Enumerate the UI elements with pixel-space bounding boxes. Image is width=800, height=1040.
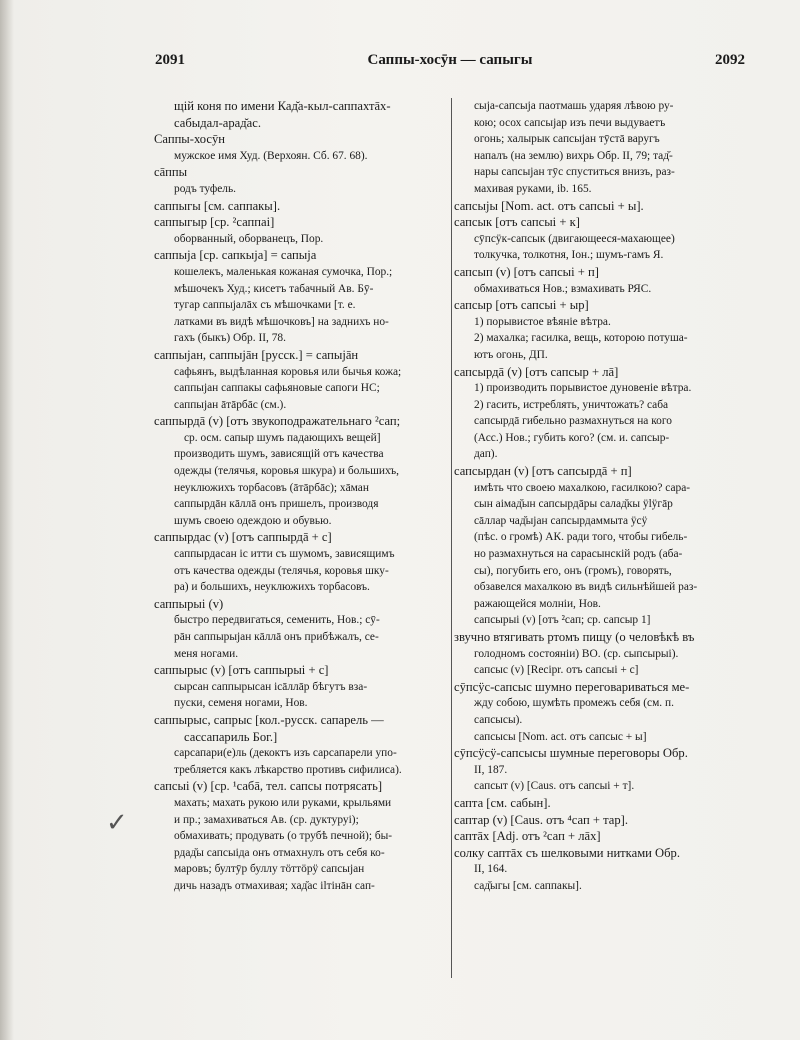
headword-line: саппырыі (v) [154,596,224,611]
left-column [154,98,450,911]
headword-line: саппыјан, саппыјāн [русск.] = сапыјāн [154,347,359,362]
headword-line: саппырыс (v) [отъ саппырыі + с] [154,663,329,678]
entry-line: 2) гасить, истреблять, уничтожать? саба [474,398,669,411]
entry-line: сад̆ыгы [см. саппакы]. [474,879,582,892]
entry-line: оборванный, оборванецъ, Пор. [174,232,324,245]
entry-line: рдад̆ы сапсыіда онъ отмахнулъ отъ себя ко- [174,846,385,859]
headword-line: сапсып (v) [отъ сапсыі + п] [454,264,599,279]
entry-line: (Асс.) Нов.; губить кого? (см. и. сапсыр- [474,431,670,444]
headword-line: саппырыс, сапрыс [кол.-русск. сапарель — [154,712,384,727]
entry-line: кою; осох сапсыјар изъ печи выдуваетъ [474,116,666,129]
entry-line: огонь; халырык сапсыјан тӯстā варугъ [474,133,660,146]
entry-line: ср. осм. сапыр шумъ падающихъ вещей] [184,431,381,444]
handwritten-check-mark: ✓ [106,808,128,838]
headword-line: сапсыі (v) [ср. ¹сабā, тел. сапсы потрясать] [154,779,383,794]
entry-line: тугар саппыјалāх съ мѣшочками [т. е. [174,299,356,312]
entry-line: дап). [474,448,498,461]
entry-line: неуклюжихъ торбасовъ (āтāрбāс); хāман [174,481,369,494]
entry-line: сапсыс (v) [Recipr. отъ сапсыі + с] [474,664,639,677]
entry-line: сырсан саппырысан ісāллāр бѣгутъ вза- [174,680,368,693]
headword-line: саппыја [ср. сапкыја] = сапыја [154,248,317,263]
entry-line: махать; махать рукою или руками, крыльями [174,796,392,809]
headword-line: сапсырдā (v) [отъ сапсыр + лā] [454,364,619,379]
right-column [454,98,754,911]
headword-line: звучно втягивать ртомъ пищу (о человѣкѣ въ [454,630,695,644]
headword-line: Саппы-хосӯн [154,132,226,147]
headword-line [454,895,754,912]
headword-line: саптар (v) [Caus. отъ ⁴сап + тар]. [454,812,628,827]
entry-line: сабыдал-арад̆ас. [174,115,262,130]
entry-line: требляется какъ лѣкарство противъ сифилиса). [174,763,402,776]
entry-line: отъ качества одежды (телячья, коровья шку- [174,564,389,577]
entry-line: сапсысы). [474,713,523,726]
entry-line: 1) порывистое вѣяніе вѣтра. [474,315,611,328]
entry-line: одежды (телячья, коровья шкура) и большихъ, [174,465,399,478]
entry-line: но размахнуться на сарасынскій родъ (аба- [474,548,683,561]
entry-line: сāллар чад̆ыјан сапсырдаммыта ӱсӱ [474,514,648,527]
entry-line: сӯпсӱк-сапсык (двигающееся-махающее) [474,232,675,245]
entry-line: толкучка, толкотня, Іон.; шумъ-гамъ Я. [474,249,664,262]
entry-line: сапсысы [Nom. act. отъ сапсыс + ы] [474,730,647,743]
entry-line: обмахиваться Нов.; взмахивать РЯС. [474,282,652,295]
entry-line: гахъ (быкъ) Обр. II, 78. [174,332,286,345]
entry-line: ютъ огонь, ДП. [474,348,548,361]
entry-line: имѣть что своею махалкою, гасилкою? сара- [474,481,691,494]
entry-line: саппырдāн кāллā онъ пришелъ, производя [174,498,379,511]
entry-line: II, 187. [474,763,508,776]
entry-line: маровъ; бултӯр буллу тӧттӧрӱ сапсыјан [174,863,365,876]
entry-line: латками въ видѣ мѣшочковъ] на заднихъ но- [174,315,389,328]
headword-line: саппыгы [см. саппакы]. [154,198,281,213]
entry-line: пуски, семеня ногами, Нов. [174,697,308,710]
entry-line: сапсырдā гибельно размахнуться на кого [474,415,672,428]
entry-line: сафьянъ, выдѣланная коровья или бычья кожа; [174,365,402,378]
entry-line: сапсырыі (v) [отъ ²сап; ср. сапсыр 1] [474,614,651,627]
entry-line: мѣшочекъ Худ.; кисетъ табачный Ав. Бӯ- [174,282,374,295]
page-number-left: 2091 [155,52,185,68]
entry-line: сапсыт (v) [Caus. отъ сапсыі + т]. [474,780,635,793]
entry-line: шумъ своею одеждою и обувью. [174,514,332,527]
entry-line: производить шумъ, зависящій отъ качества [174,448,384,461]
headword-line: сапсыр [отъ сапсыі + ыр] [454,298,589,313]
entry-line: саппыјан саппакы сафьяновые сапоги НС; [174,382,380,395]
headword-line: саппырдас (v) [отъ саппырдā + с] [154,530,332,545]
headword-line: сапсыјы [Nom. act. отъ сапсыі + ы]. [454,198,644,213]
entry-line: сыја-сапсыја паотмашь ударяя лѣвою ру- [474,100,674,112]
entry-line: быстро передвигаться, семенить, Нов.; сӯ- [174,614,380,627]
headword-line: саппыгыр [ср. ²саппаі] [154,215,275,230]
column-rule [451,98,452,978]
entry-line: и пр.; замахиваться Ав. (ср. дуктуруі); [174,813,359,826]
headword-line: саптāх [Adj. отъ ²сап + лāх] [454,829,601,844]
entry-line: (пѣс. о громѣ) АК. ради того, чтобы гибель- [474,531,688,544]
entry-line: родъ туфель. [174,182,236,195]
entry-line: сарсапари(е)ль (декоктъ изъ сарсапарели упо- [174,747,397,760]
entry-line: сы), погубить его, онъ (громъ), говорять, [474,564,672,577]
entry-line: мужское имя Худ. (Верхоян. Сб. 67. 68). [174,149,368,162]
scan-shadow [0,0,14,1040]
entry-line: ра) и большихъ, неуклюжихъ торбасовъ. [174,581,370,594]
running-title: Саппы-хосӯн — сапыгы [367,52,533,68]
entry-line: сассапариль Бог.] [184,729,278,744]
headword-line: сапсырдан (v) [отъ сапсырдā + п] [454,464,632,479]
headword-line: сапсык [отъ сапсыі + к] [454,215,580,230]
entry-line: ражающейся молніи, Нов. [474,597,601,610]
entry-line: II, 164. [474,863,508,876]
headword-line: саппырдā (v) [отъ звукоподражательнаго ²сап; [154,414,401,429]
entry-line: 1) производить порывистое дуновеніе вѣтра. [474,382,692,395]
headword-line: сӯпсӱс-сапсыс шумно переговариваться ме- [454,679,690,694]
headword-line: сапта [см. сабын]. [454,795,551,810]
entry-line: дичь назадъ отмахивая; хад̆ас іlтінāн сап- [174,879,375,892]
headword-line: сāппы [154,165,188,180]
entry-line: голодномъ состояніи) ВО. (ср. сыпсырыі). [474,647,679,660]
headword-line: сӯпсӱсӱ-сапсысы шумные переговоры Обр. [454,746,688,761]
entry-line: обзавелся махалкою въ видѣ сильнѣйшей раз- [474,581,698,594]
entry-line: сын аімад̆ын сапсырдāры салад̆кы ӱlӱгāр [474,498,673,511]
entry-line: жду собою, шумѣть промежъ себя (см. п. [474,697,674,710]
entry-line: махивая руками, ib. 165. [474,182,592,195]
entry-line: меня ногами. [174,647,239,660]
entry-line: обмахивать; продувать (о трубѣ печной); бы- [174,830,393,843]
page-header [155,52,745,74]
entry-line: щій коня по имени Кад̆а-кыл-саппахтāх- [174,99,391,113]
entry-line: нары сапсыјан тӯс спуститься внизъ, раз- [474,166,675,179]
entry-line [154,895,450,912]
page-number-right: 2092 [715,52,745,68]
entry-line: напалъ (на землю) вихрь Обр. II, 79; тад̆- [474,149,673,162]
entry-line: 2) махалка; гасилка, вещь, которою потуша- [474,332,688,345]
entry-line: саппыјан āтāрбāс (см.). [174,398,287,411]
entry-line: кошелекъ, маленькая кожаная сумочка, Пор.; [174,265,393,278]
entry-line: рāн саппырыјан кāллā онъ прибѣжалъ, се- [174,631,379,643]
entry-line: саппырдасан іс итти съ шумомъ, зависящимъ [174,548,395,561]
headword-line: солку саптāх съ шелковыми нитками Обр. [454,845,681,860]
